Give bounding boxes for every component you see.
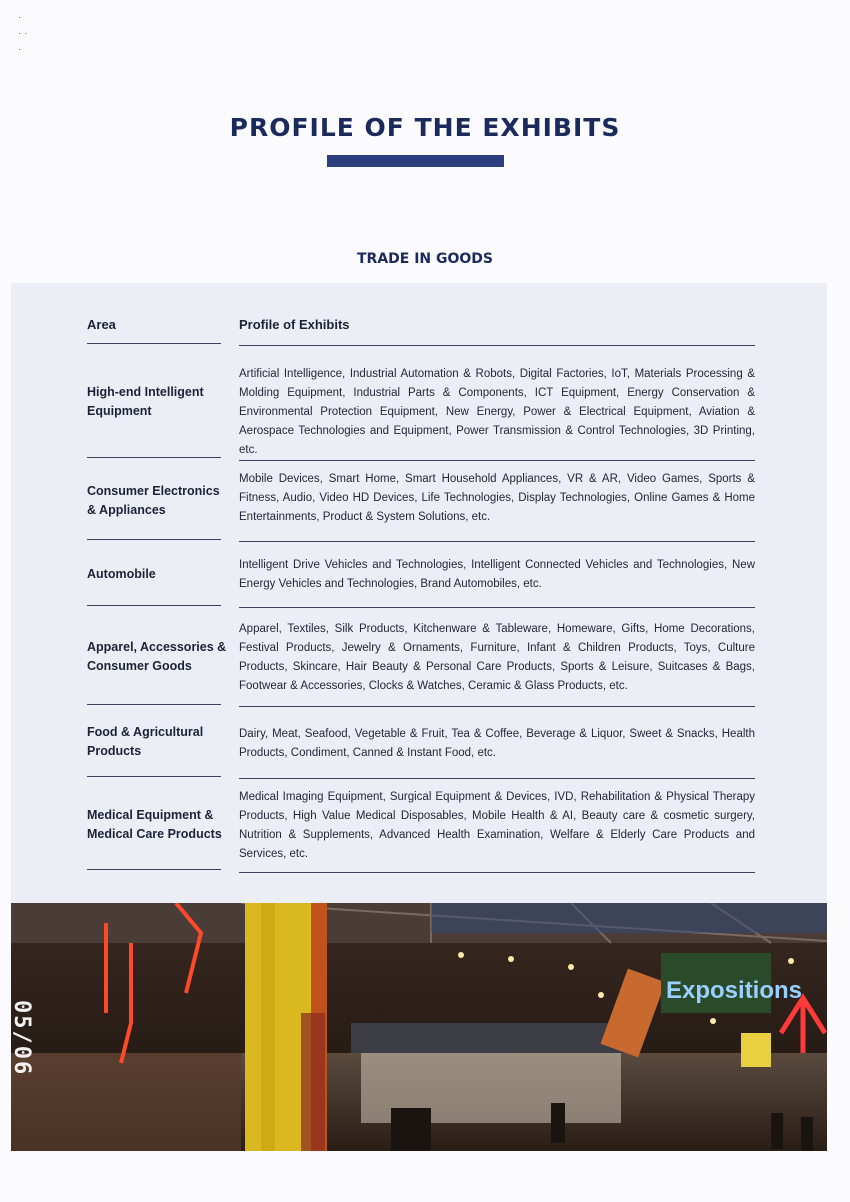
- divider: [87, 704, 221, 705]
- exhibits-table: [11, 283, 827, 903]
- divider: [87, 869, 221, 870]
- area-cell: Apparel, Accessories & Consumer Goods: [87, 640, 227, 673]
- exhibition-hall-photo: [11, 903, 827, 1151]
- divider: [239, 607, 755, 608]
- divider: [87, 457, 221, 458]
- divider: [87, 539, 221, 540]
- profile-cell: Artificial Intelligence, Industrial Automation & Robots, Digital Factories, IoT, Materials Processing & Molding Equipment, Industrial Parts & Components, ICT Equipment, Energy Conservation & Environmental Protection Equipment, New Energy, Power & Electrical Equipment, Aviation & Aerospace Technologies and Equipment, Power Transmission & Control Technologies, 3D Printing, etc.: [239, 368, 755, 456]
- divider: [87, 343, 221, 344]
- exhibitions-sign: Expositions: [666, 977, 803, 1004]
- profile-cell: Medical Imaging Equipment, Surgical Equipment & Devices, IVD, Rehabilitation & Physical Therapy Products, High Value Medical Disposables, Mobile Health & AI, Beauty care & cosmetic surgery, Nutrition & Supplements, Advanced Health Examination, Welfare & Elderly Care Products and Services, etc.: [239, 791, 755, 860]
- area-header: Area: [87, 317, 116, 332]
- divider: [239, 460, 755, 461]
- divider: [239, 778, 755, 779]
- divider: [87, 605, 221, 606]
- page-title: PROFILE OF THE EXHIBITS: [229, 113, 621, 142]
- divider: [239, 706, 755, 707]
- profile-header: Profile of Exhibits: [239, 317, 350, 332]
- area-cell: Medical Equipment & Medical Care Products: [87, 808, 222, 841]
- exhibition-hall-illustration: [11, 903, 827, 1151]
- section-title: TRADE IN GOODS: [356, 251, 494, 267]
- profile-cell: Apparel, Textiles, Silk Products, Kitchenware & Tableware, Homeware, Gifts, Home Decorations, Festival Products, Jewelry & Ornaments, Furniture, Infant & Children Products, Toys, Culture Products, Skincare, Hair Beauty & Personal Care Products, Sports & Leisure, Suitcases & Bags, Footwear & Accessories, Clocks & Watches, Ceramic & Glass Products, etc.: [239, 623, 755, 692]
- divider: [239, 872, 755, 873]
- divider: [239, 541, 755, 542]
- divider: [87, 776, 221, 777]
- area-cell: Consumer Electronics & Appliances: [87, 484, 220, 517]
- area-cell: Automobile: [87, 567, 156, 581]
- profile-cell: Dairy, Meat, Seafood, Vegetable & Fruit, Tea & Coffee, Beverage & Liquor, Sweet & Snacks, Health Products, Condiment, Canned & Instant Food, etc.: [239, 728, 755, 759]
- title-underline: [327, 155, 504, 167]
- area-cell: High-end Intelligent Equipment: [87, 385, 204, 418]
- divider: [239, 345, 755, 346]
- scan-marks: · · · ·: [18, 12, 28, 55]
- date-stamp: 05/06: [9, 1000, 34, 1077]
- profile-cell: Intelligent Drive Vehicles and Technologies, Intelligent Connected Vehicles and Technologies, New Energy Vehicles and Technologies, Brand Automobiles, etc.: [239, 559, 755, 590]
- profile-cell: Mobile Devices, Smart Home, Smart Household Appliances, VR & AR, Video Games, Sports & Fitness, Audio, Video HD Devices, Life Technologies, Display Technologies, Online Games & Home Entertainments, Product & System Solutions, etc.: [239, 473, 755, 523]
- area-cell: Food & Agricultural Products: [87, 725, 204, 758]
